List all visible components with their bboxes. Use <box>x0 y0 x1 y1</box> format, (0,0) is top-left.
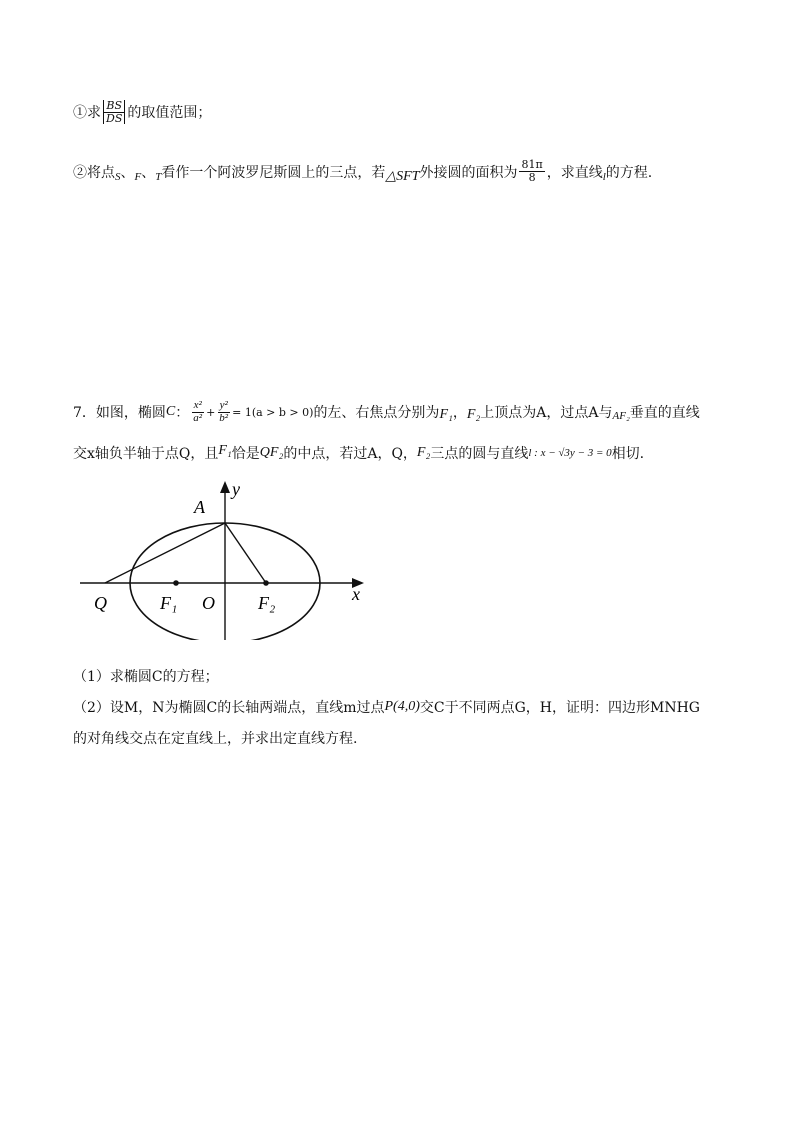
focus-f2-ref: F₂ <box>416 445 431 460</box>
part2-text-3: ，求直线 <box>546 164 603 181</box>
segment-af2: AF₂ <box>612 410 630 423</box>
point-f2 <box>263 580 269 586</box>
area-numerator: 81π <box>521 158 543 172</box>
label-q: Q <box>94 593 107 613</box>
q2-text-2: 交C于不同两点G，H，证明：四边形MNHG <box>419 700 700 716</box>
line-af2 <box>225 523 266 583</box>
question-2-line-2: 的对角线交点在定直线上，并求出定直线方程. <box>73 731 358 747</box>
label-a: A <box>194 497 205 517</box>
p7-l2-text-4: 三点的圆与直线 <box>430 446 529 462</box>
part2-marker: ②将点 <box>73 164 115 181</box>
tangent-line-equation: l : x − √3y − 3 = 0 <box>528 447 612 459</box>
ratio-denominator: DS <box>103 113 125 125</box>
line-l: l <box>602 170 606 183</box>
sep-1: 、 <box>120 164 135 181</box>
label-f1: F₁ <box>160 593 178 613</box>
ellipse-condition: = 1(a > b > 0) <box>232 405 314 419</box>
p7-l1-text-2: 上顶点为A，过点A与 <box>480 405 613 422</box>
part2-text-4: 的方程. <box>605 164 653 181</box>
part1-suffix: 的取值范围； <box>127 105 212 122</box>
point-p: P(4,0) <box>384 699 420 714</box>
p7-l1-text-1: 的左、右焦点分别为 <box>313 405 440 422</box>
p7-l2-text-3: 的中点，若过A，Q， <box>283 446 417 462</box>
comma: ， <box>452 405 467 422</box>
question-part-2 <box>73 158 652 185</box>
sep-2: 、 <box>141 164 156 181</box>
point-t: T <box>155 170 162 183</box>
p7-l2-text-1: 交x轴负半轴于点Q，且 <box>73 446 219 462</box>
label-x: x <box>352 584 360 604</box>
point-f1 <box>173 580 179 586</box>
part1-marker: ①求 <box>73 105 101 122</box>
x-fraction <box>191 400 204 424</box>
question-part-1 <box>73 100 211 124</box>
question-2-line-1 <box>73 697 700 717</box>
b-squared: b² <box>219 411 229 424</box>
label-y: y <box>232 479 240 499</box>
focus-f1: F₁ <box>439 407 453 423</box>
ratio-fraction <box>103 100 125 124</box>
focus-f1-ref: F₁ <box>218 443 232 458</box>
p7-l1-text-3: 垂直的直线 <box>629 405 700 422</box>
a-squared: a² <box>193 411 203 424</box>
triangle-sft: △SFT <box>385 169 420 184</box>
problem-7-line-1 <box>73 400 700 424</box>
problem-7-line-2 <box>73 443 644 463</box>
ellipse-c: C <box>165 404 176 420</box>
focus-f2: F₂ <box>466 407 481 423</box>
segment-qf2: QF₂ <box>259 445 284 460</box>
label-f2: F₂ <box>258 593 276 613</box>
x-squared: x² <box>193 399 202 411</box>
p7-l2-text-5: 相切. <box>611 446 645 462</box>
ratio-numerator: BS <box>103 100 125 113</box>
label-o: O <box>202 593 215 613</box>
p7-l2-text-2: 恰是 <box>231 446 260 462</box>
point-s: S <box>115 170 121 183</box>
q2-text-1: （2）设M，N为椭圆C的长轴两端点，直线m过点 <box>73 700 385 716</box>
y-axis-arrow <box>220 481 230 493</box>
line-qa <box>105 523 225 583</box>
point-f: F <box>134 170 142 183</box>
ellipse-diagram <box>80 475 380 640</box>
area-fraction <box>519 159 544 183</box>
part2-text-1: 看作一个阿波罗尼斯圆上的三点，若 <box>161 164 386 181</box>
plus-sign: + <box>206 405 216 419</box>
part2-text-2: 外接圆的面积为 <box>419 164 518 181</box>
y-squared: y² <box>219 399 228 411</box>
y-fraction <box>217 400 230 424</box>
question-1: （1）求椭圆C的方程； <box>73 669 219 685</box>
colon: ： <box>175 405 190 422</box>
problem-number: 7．如图，椭圆 <box>73 405 166 422</box>
area-denominator: 8 <box>528 171 536 184</box>
